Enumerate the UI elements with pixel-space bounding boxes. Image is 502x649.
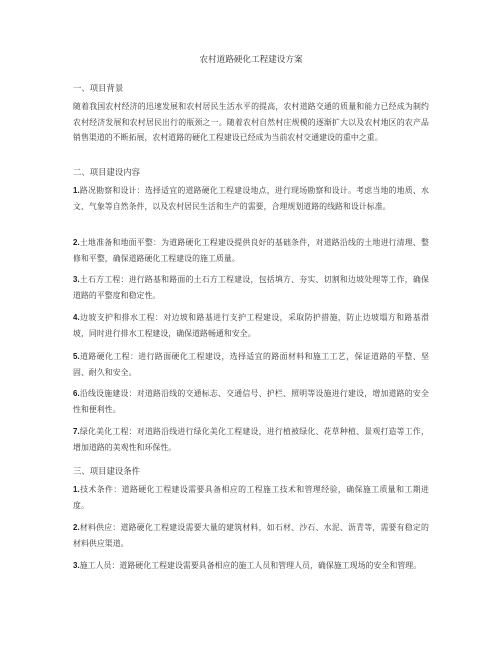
list-item-number: 2. [73,238,80,247]
list-item [73,310,429,341]
list-item-text: 技术条件：道路硬化工程建设需要具备相应的工程施工技术和管理经验，确保施工质量和工期进度。 [73,485,429,510]
list-item [73,183,429,214]
list-item-number: 4. [73,313,80,322]
list-item [73,482,429,513]
list-item-number: 7. [73,427,80,436]
list-item-text: 边坡支护和排水工程：对边坡和路基进行支护工程建设，采取防护措施，防止边坡塌方和路基滑坡，同时进行排水工程建设，确保道路畅通和安全。 [73,313,429,338]
list-item-number: 3. [73,561,80,570]
list-item [73,272,429,303]
list-item-number: 3. [73,275,80,284]
document-title: 农村道路硬化工程建设方案 [199,55,303,65]
list-item [73,349,429,380]
list-item [73,520,429,551]
list-item [73,424,429,455]
section-heading-content: 二、项目建设内容 [73,167,140,177]
list-item-text: 土地准备和地面平整：为道路硬化工程建设提供良好的基础条件，对道路沿线的土地进行清理、整修和平整，确保道路硬化工程建设的施工质量。 [73,238,429,263]
list-item-number: 5. [73,352,80,361]
list-item-number: 6. [73,389,80,398]
list-item-text: 施工人员：道路硬化工程建设需要具备相应的施工人员和管理人员，确保施工现场的安全和管理。 [79,561,422,570]
list-item-text: 材料供应：道路硬化工程建设需要大量的建筑材料，如石材、沙石、水泥、沥青等，需要有稳定的材料供应渠道。 [73,523,429,548]
list-item-text: 路况勘察和设计：选择适宜的道路硬化工程建设地点，进行现场勘察和设计。考虑当地的地质、水文、气象等自然条件，以及农村居民生活和生产的需要，合理规划道路的线路和设计标准。 [73,186,429,211]
list-item-text: 沿线设施建设：对道路沿线的交通标志、交通信号、护栏、照明等设施进行建设，增加道路的安全性和便利性。 [73,389,429,414]
section-heading-background: 一、项目背景 [73,83,124,93]
list-item-text: 道路硬化工程：进行路面硬化工程建设，选择适宜的路面材料和施工工艺，保证道路的平整、坚固、耐久和安全。 [73,352,429,377]
list-item-number: 1. [73,485,80,494]
list-item-text: 土石方工程：进行路基和路面的土石方工程建设，包括填方、夯实、切割和边坡处理等工作，确保道路的平整度和稳定性。 [73,275,429,300]
list-item-text: 绿化美化工程：对道路沿线进行绿化美化工程建设，进行植被绿化、花草种植、景观打造等工作，增加道路的美观性和环保性。 [73,427,429,452]
paragraph-text: 随着我国农村经济的迅速发展和农村居民生活水平的提高，农村道路交通的质量和能力已经成为制约农村经济发展和农村居民出行的瓶颈之一。随着农村自然村庄规模的逐渐扩大以及农村地区的农产品销售渠道的不断拓展，农村道路的硬化工程建设已经成为当前农村交通建设的重中之重。 [73,102,429,142]
list-item-number: 1. [73,186,80,195]
list-item [73,386,429,417]
list-item [73,235,429,266]
list-item-number: 2. [73,523,80,532]
section-heading-conditions: 三、项目建设条件 [73,466,140,476]
paragraph-background [73,99,429,146]
list-item [73,558,429,574]
